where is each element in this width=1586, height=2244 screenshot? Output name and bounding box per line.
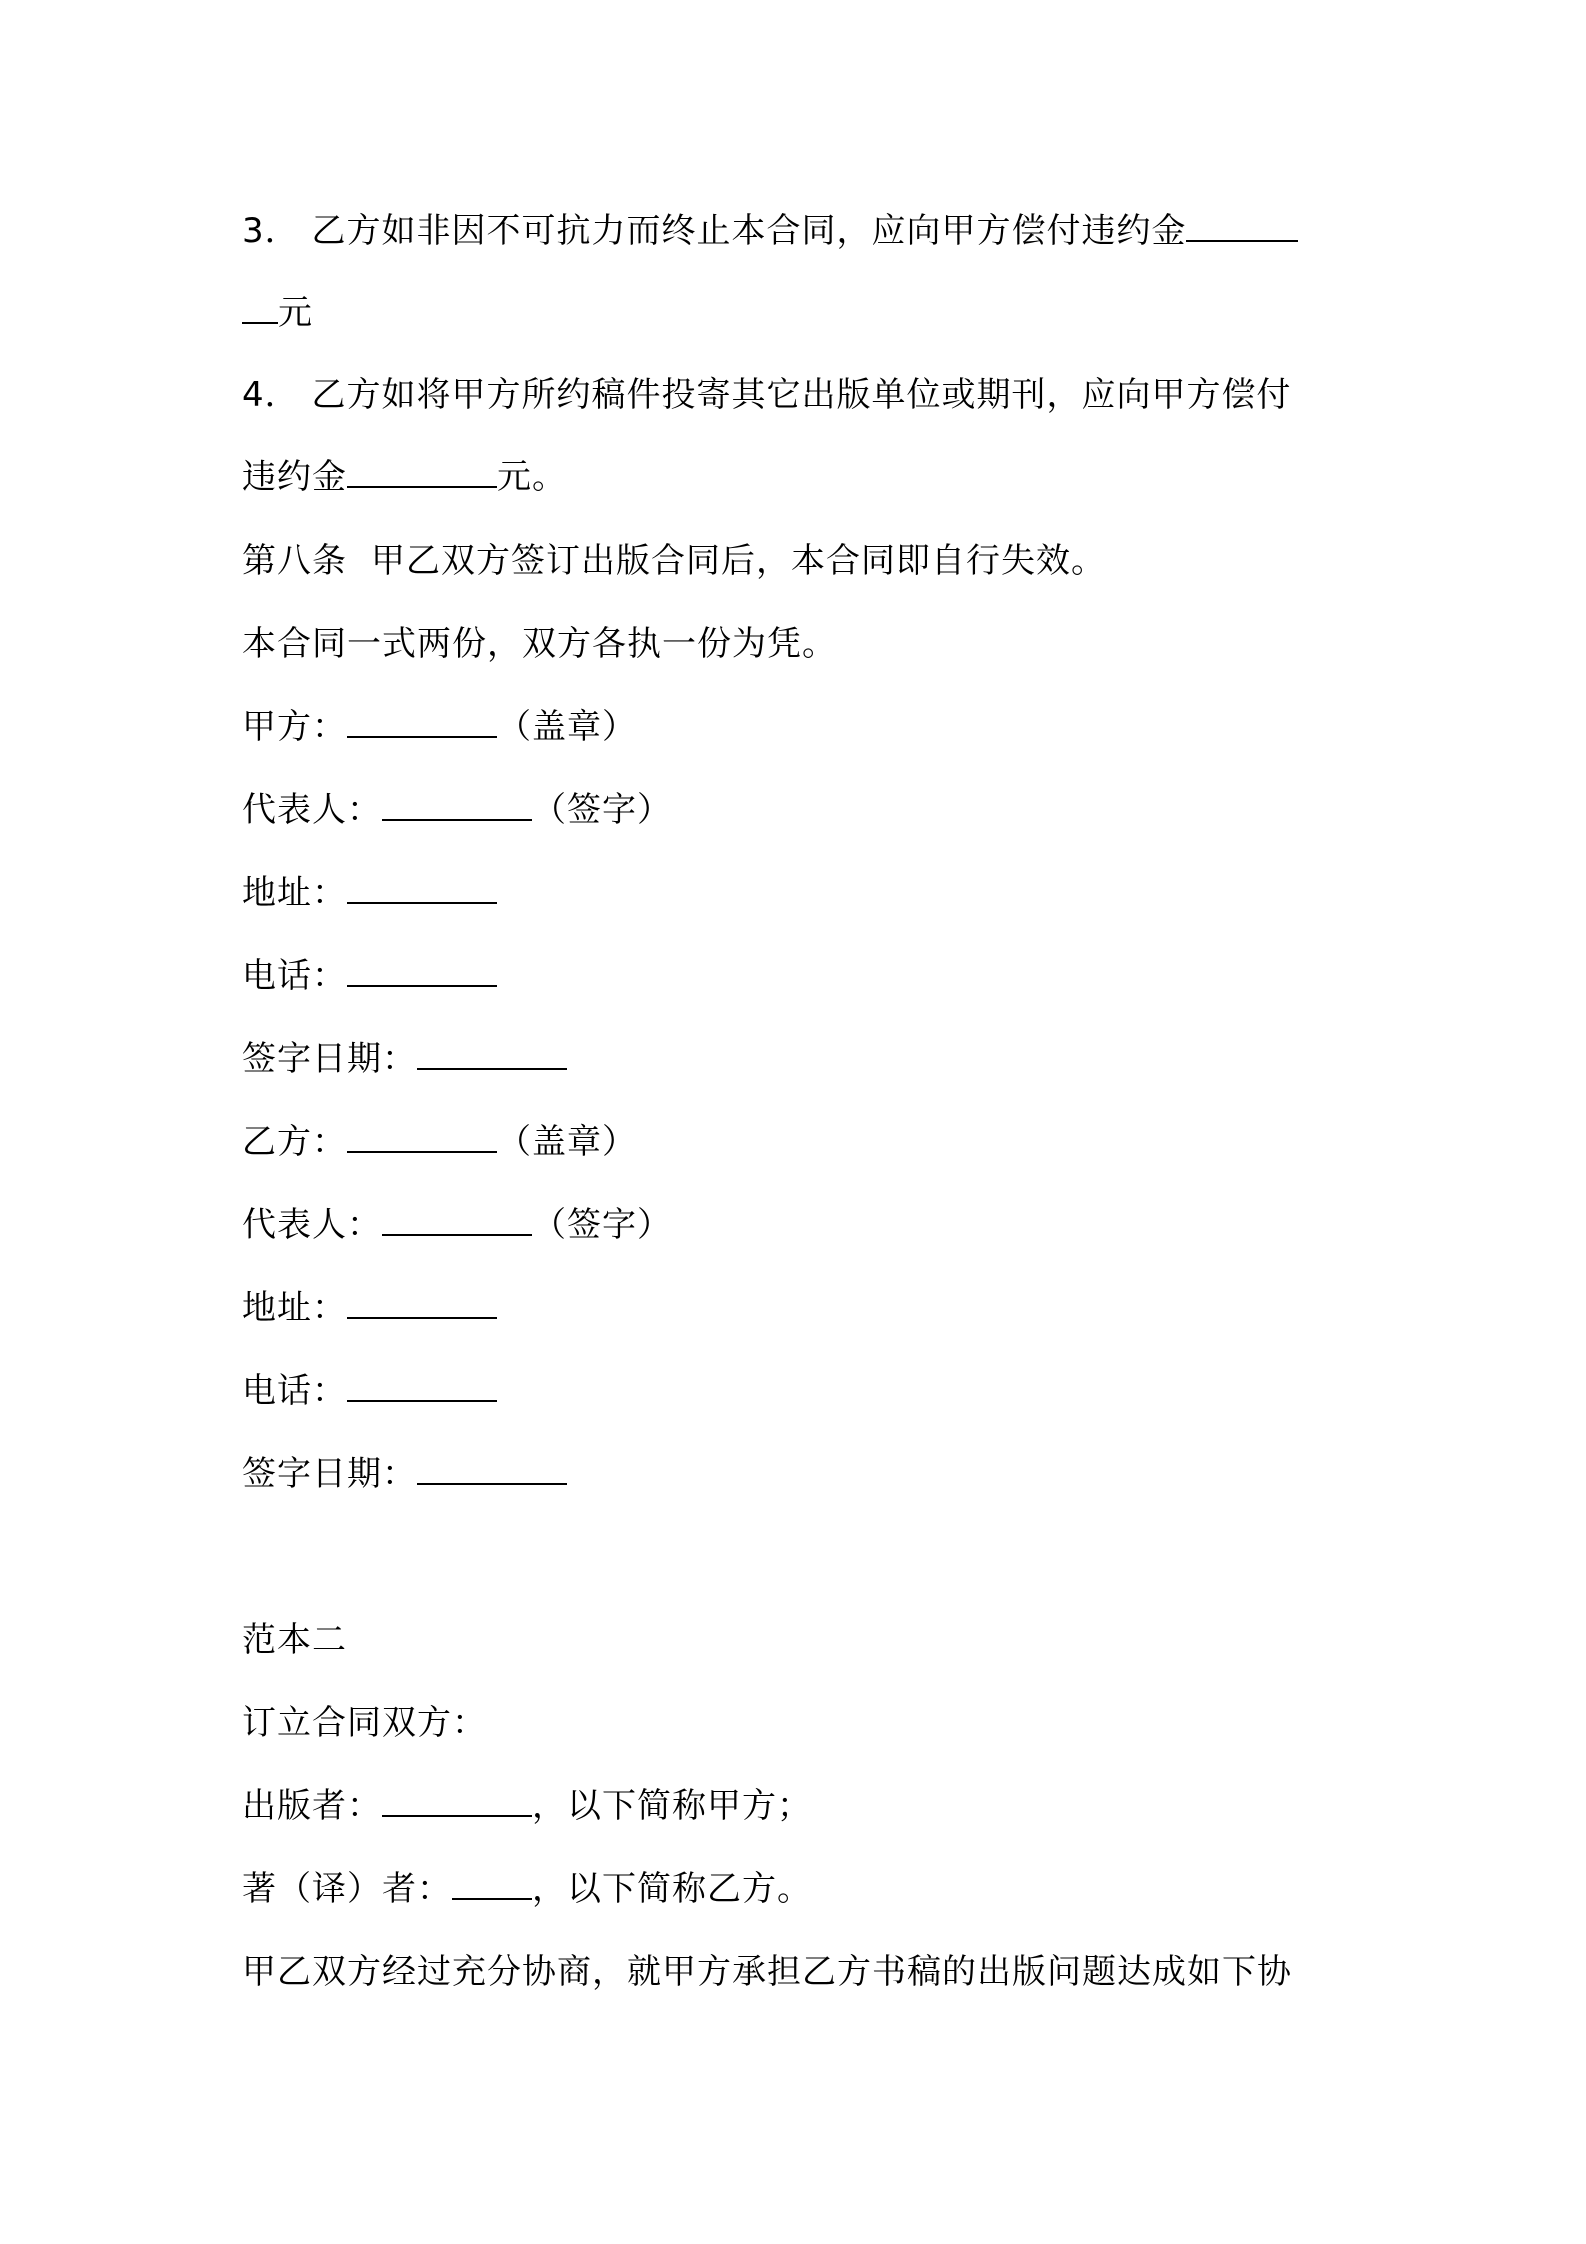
clause-3-line-1	[242, 209, 1362, 253]
agreement-intro	[242, 1950, 1362, 1994]
party-a-address-blank[interactable]	[347, 872, 497, 904]
party-a-rep-blank[interactable]	[382, 789, 532, 821]
penalty-amount-blank-2[interactable]	[347, 456, 497, 488]
party-b-name-row	[242, 1120, 1362, 1164]
publisher-suffix: ，以下简称甲方；	[532, 1786, 812, 1826]
party-a-name-blank[interactable]	[347, 706, 497, 738]
party-b-phone-blank[interactable]	[347, 1370, 497, 1402]
party-a-phone-row	[242, 954, 1362, 998]
party-a-rep-label: 代表人：	[242, 790, 382, 830]
party-a-rep-row	[242, 788, 1362, 832]
party-b-name-blank[interactable]	[347, 1121, 497, 1153]
party-a-sign: （签字）	[532, 790, 672, 830]
penalty-amount-blank[interactable]	[1186, 210, 1298, 242]
clause-4-line-2	[242, 455, 1362, 499]
party-b-rep-label: 代表人：	[242, 1205, 382, 1245]
party-b-address-row	[242, 1286, 1362, 1330]
party-b-phone-label: 电话：	[242, 1371, 347, 1411]
party-a-address-label: 地址：	[242, 873, 347, 913]
party-b-seal: （盖章）	[497, 1122, 637, 1162]
publisher-label: 出版者：	[242, 1786, 382, 1826]
party-a-date-label: 签字日期：	[242, 1039, 417, 1079]
party-a-date-blank[interactable]	[417, 1038, 567, 1070]
author-row	[242, 1867, 1362, 1911]
clause-3-text: 3． 乙方如非因不可抗力而终止本合同，应向甲方偿付违约金	[242, 211, 1187, 251]
contract-parties-heading-text: 订立合同双方：	[242, 1703, 487, 1743]
party-b-date-blank[interactable]	[417, 1453, 567, 1485]
article-8-label: 第八条	[242, 541, 347, 581]
party-a-phone-blank[interactable]	[347, 955, 497, 987]
clause-4-unit: 元。	[497, 457, 567, 497]
copies-statement	[242, 622, 1362, 666]
template-2-title	[242, 1618, 1362, 1662]
party-a-name-row	[242, 705, 1362, 749]
party-a-seal: （盖章）	[497, 707, 637, 747]
party-b-name-label: 乙方：	[242, 1122, 347, 1162]
article-8	[242, 539, 1362, 583]
contract-parties-heading	[242, 1701, 1362, 1745]
party-b-rep-blank[interactable]	[382, 1204, 532, 1236]
party-a-date-row	[242, 1037, 1362, 1081]
clause-4-line-1	[242, 373, 1362, 417]
party-b-sign: （签字）	[532, 1205, 672, 1245]
author-suffix: ，以下简称乙方。	[532, 1869, 812, 1909]
author-blank[interactable]	[452, 1868, 532, 1900]
publisher-row	[242, 1784, 1362, 1828]
agreement-intro-text: 甲乙双方经过充分协商，就甲方承担乙方书稿的出版问题达成如下协	[242, 1952, 1292, 1992]
clause-4-text-2: 违约金	[242, 457, 347, 497]
party-b-address-blank[interactable]	[347, 1287, 497, 1319]
party-b-rep-row	[242, 1203, 1362, 1247]
clause-3-unit: 元	[278, 293, 313, 333]
party-a-address-row	[242, 871, 1362, 915]
party-b-address-label: 地址：	[242, 1288, 347, 1328]
party-b-phone-row	[242, 1369, 1362, 1413]
party-b-date-label: 签字日期：	[242, 1454, 417, 1494]
party-a-phone-label: 电话：	[242, 956, 347, 996]
party-b-date-row	[242, 1452, 1362, 1496]
penalty-amount-blank-continued[interactable]	[242, 292, 278, 324]
party-a-name-label: 甲方：	[242, 707, 347, 747]
author-label: 著（译）者：	[242, 1869, 452, 1909]
template-2-title-text: 范本二	[242, 1620, 347, 1660]
article-8-text: 甲乙双方签订出版合同后，本合同即自行失效。	[371, 541, 1106, 581]
publisher-blank[interactable]	[382, 1785, 532, 1817]
copies-text: 本合同一式两份，双方各执一份为凭。	[242, 624, 837, 664]
clause-3-line-2	[242, 291, 1362, 335]
clause-4-text: 4． 乙方如将甲方所约稿件投寄其它出版单位或期刊，应向甲方偿付	[242, 375, 1292, 415]
